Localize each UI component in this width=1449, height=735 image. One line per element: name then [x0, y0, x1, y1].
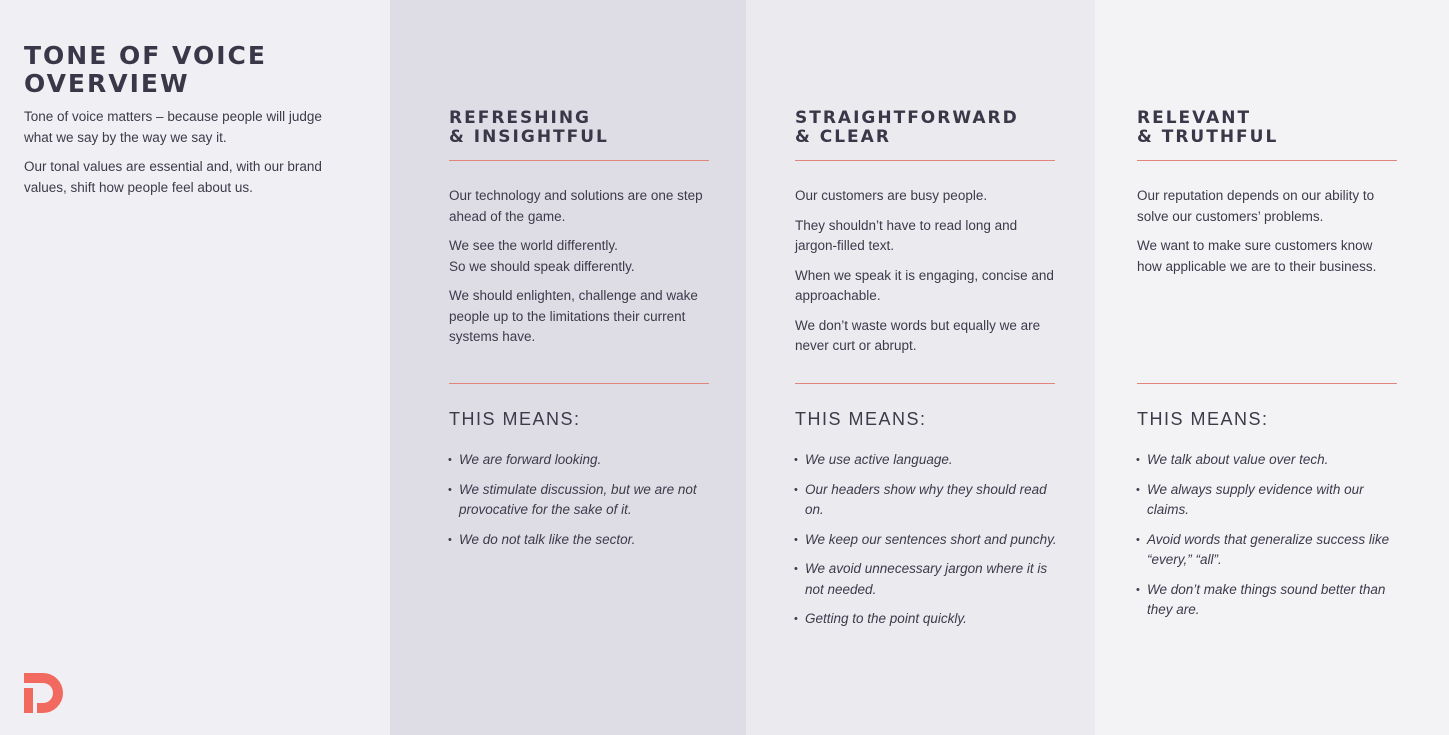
divider-rule: [449, 160, 709, 161]
this-means-heading: THIS MEANS:: [449, 409, 581, 429]
this-means-heading: THIS MEANS:: [1137, 409, 1269, 429]
section-body: [449, 186, 711, 357]
section-body: [1137, 186, 1399, 286]
body-paragraph: We want to make sure customers know how applicable we are to their business.: [1137, 238, 1377, 274]
intro-paragraph-1: Tone of voice matters – because people will judge what we say by the way we say it.: [24, 109, 322, 145]
body-paragraph: Our technology and solutions are one step ahead of the game.: [449, 188, 703, 224]
list-item: • We do not talk like the sector.: [449, 530, 711, 551]
body-paragraph: When we speak it is engaging, concise and approachable.: [795, 267, 1054, 303]
bullet-list: [795, 450, 1057, 639]
section-title: [449, 109, 609, 147]
list-item: • We don’t make things sound better than they are.: [1137, 580, 1399, 621]
body-paragraph: They shouldn’t have to read long and jargon-filled text.: [795, 217, 1018, 253]
divider-rule: [1137, 160, 1397, 161]
brand-logo-icon: [23, 671, 67, 715]
list-item: • We always supply evidence with our claims.: [1137, 480, 1399, 521]
section-title-line1: REFRESHING: [449, 108, 591, 128]
section-title: [795, 109, 1019, 147]
page-title: [24, 42, 364, 98]
list-item: • Our headers show why they should read on.: [795, 480, 1057, 521]
list-item: • Getting to the point quickly.: [795, 609, 1057, 630]
intro-paragraph-2: Our tonal values are essential and, with our brand values, shift how people feel about us.: [24, 159, 322, 195]
section-title-line2: & CLEAR: [795, 127, 891, 147]
list-item: • We are forward looking.: [449, 450, 711, 471]
divider-rule: [795, 160, 1055, 161]
list-item: • We talk about value over tech.: [1137, 450, 1399, 471]
list-item: • We use active language.: [795, 450, 1057, 471]
divider-rule: [1137, 383, 1397, 384]
list-item: • We keep our sentences short and punchy.: [795, 530, 1057, 551]
body-paragraph: We don’t waste words but equally we are never curt or abrupt.: [795, 317, 1041, 353]
divider-rule: [795, 383, 1055, 384]
body-paragraph: Our reputation depends on our ability to solve our customers’ problems.: [1137, 188, 1375, 224]
list-item: • We avoid unnecessary jargon where it is not needed.: [795, 559, 1057, 600]
divider-rule: [449, 383, 709, 384]
this-means-heading: THIS MEANS:: [795, 409, 927, 429]
body-paragraph: Our customers are busy people.: [795, 188, 988, 203]
body-paragraph: We see the world differently. So we should speak differently.: [449, 238, 635, 274]
bullet-list: [1137, 450, 1399, 630]
list-item: • Avoid words that generalize success like “every,” “all”.: [1137, 530, 1399, 571]
list-item: • We stimulate discussion, but we are not provocative for the sake of it.: [449, 480, 711, 521]
page-title-line1: TONE OF VOICE: [24, 41, 267, 70]
body-paragraph: We should enlighten, challenge and wake people up to the limitations their current systems have.: [449, 288, 698, 344]
section-title-line2: & TRUTHFUL: [1137, 127, 1279, 147]
section-title-line1: STRAIGHTFORWARD: [795, 108, 1019, 128]
section-title-line2: & INSIGHTFUL: [449, 127, 609, 147]
section-body: [795, 186, 1057, 366]
section-title: [1137, 109, 1278, 147]
section-title-line1: RELEVANT: [1137, 108, 1252, 128]
bullet-list: [449, 450, 711, 559]
page-title-line2: OVERVIEW: [24, 69, 190, 98]
